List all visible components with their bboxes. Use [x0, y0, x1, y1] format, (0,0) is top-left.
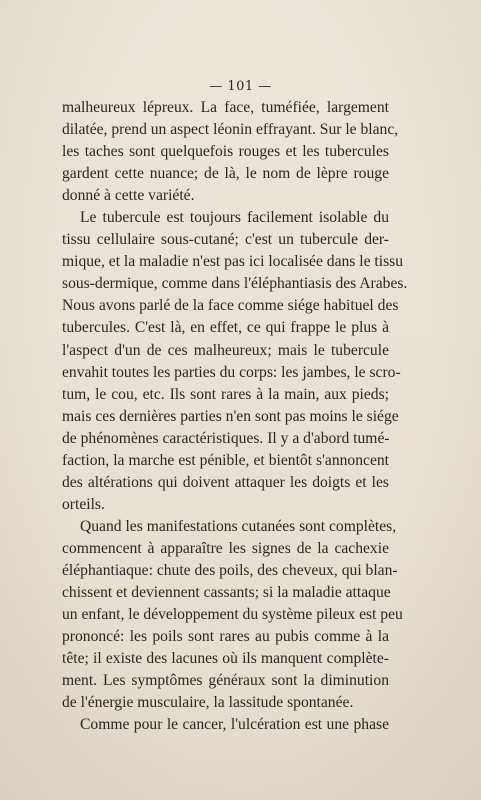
text-line: envahit toutes les parties du corps: les jambes, le scro- [62, 363, 401, 381]
text-line: de phénomènes caractéristiques. Il y a d'abord tumé- [62, 429, 390, 447]
text-line: sous-dermique, comme dans l'éléphantiasis des Arabes. [62, 275, 408, 293]
text-line: l'aspect d'un de ces malheureux; mais le tubercule [62, 341, 389, 359]
text-line: dilatée, prend un aspect léonin effrayant. Sur le blanc, [62, 121, 399, 139]
text-line: tum, le cou, etc. Ils sont rares à la main, aux pieds; [62, 385, 389, 403]
page-number: — 101 — [209, 79, 272, 94]
text-line: ment. Les symptômes généraux sont la diminution [62, 672, 389, 690]
text-line: tissu cellulaire sous-cutané; c'est un tubercule der- [62, 231, 389, 249]
text-line: Comme pour le cancer, l'ulcération est une phase [80, 716, 389, 734]
body-text [62, 97, 408, 736]
text-line: les taches sont quelquefois rouges et les tubercules [62, 143, 389, 161]
text-line: gardent cette nuance; de là, le nom de lèpre rouge [62, 165, 389, 183]
text-line: donné à cette variété. [62, 187, 195, 205]
text-line: éléphantiaque: chute des poils, des cheveux, qui blan- [62, 561, 398, 579]
text-line: Nous avons parlé de la face comme siége habituel des [62, 297, 399, 315]
text-line: tubercules. C'est là, en effet, ce qui frappe le plus à [62, 319, 389, 337]
text-line: un enfant, le développement du système pileux est peu [62, 606, 403, 624]
text-line: mique, et la maladie n'est pas ici localisée dans le tissu [62, 253, 404, 271]
text-line: Le tubercule est toujours facilement isolable du [80, 209, 389, 227]
text-line: des altérations qui doivent attaquer les doigts et les [62, 473, 389, 491]
text-line: tête; il existe des lacunes où ils manquent complète- [62, 650, 389, 668]
text-line: de l'énergie musculaire, la lassitude spontanée. [62, 694, 354, 712]
text-line: faction, la marche est pénible, et bientôt s'annoncent [62, 451, 389, 469]
text-line: malheureux lépreux. La face, tuméfiée, largement [62, 99, 389, 116]
text-line: prononcé: les poils sont rares au pubis comme à la [62, 628, 389, 646]
text-line: mais ces dernières parties n'en sont pas moins le siége [62, 407, 399, 425]
text-line: commencent à apparaître les signes de la cachexie [62, 539, 389, 557]
text-line: chissent et deviennent cassants; si la maladie attaque [62, 584, 391, 602]
text-line: orteils. [62, 495, 105, 513]
text-line: Quand les manifestations cutanées sont complètes, [80, 517, 397, 535]
